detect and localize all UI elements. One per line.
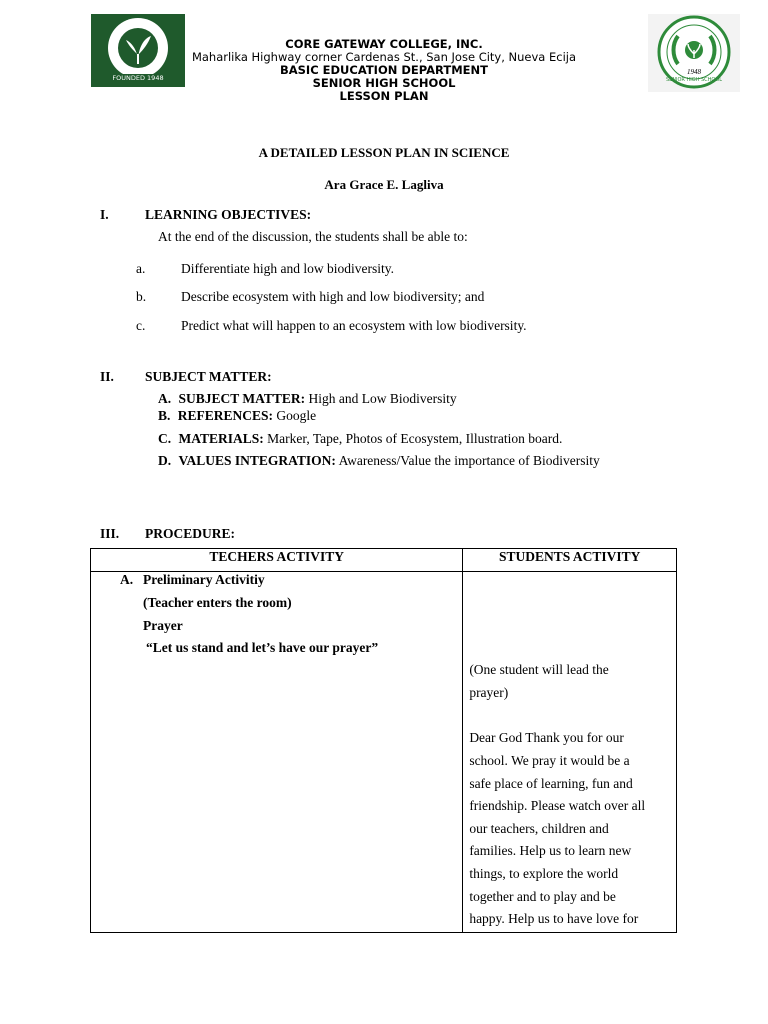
section-iii-heading: PROCEDURE:	[145, 526, 235, 541]
student-line: together and to play and be	[469, 889, 616, 904]
teachers-activity-cell	[91, 572, 463, 933]
activity-letter: A.	[120, 572, 134, 587]
subject-item	[158, 431, 562, 447]
teacher-line: Preliminary Activitiy	[143, 572, 265, 587]
subject-value: Awareness/Value the importance of Biodiversity	[338, 453, 600, 468]
teacher-line: “Let us stand and let’s have our prayer”	[146, 640, 379, 655]
subject-label: MATERIALS:	[178, 431, 264, 446]
section-iii-numeral: III.	[100, 526, 120, 541]
teachers-activity-header: TECHERS ACTIVITY	[91, 549, 463, 572]
document-type: LESSON PLAN	[339, 89, 429, 103]
seal-bottom-text: SENIOR HIGH SCHOOL	[665, 77, 723, 83]
subject-value: High and Low Biodiversity	[308, 391, 457, 406]
table-header-row	[91, 549, 677, 572]
student-line: happy. Help us to have love for	[469, 911, 639, 926]
student-line: families. Help us to learn new	[469, 843, 632, 858]
subject-value: Google	[276, 408, 317, 423]
subject-label: SUBJECT MATTER:	[178, 391, 306, 406]
student-line: safe place of learning, fun and	[469, 776, 633, 791]
students-activity-cell	[463, 572, 677, 933]
student-line: our teachers, children and	[469, 821, 609, 836]
subject-item	[158, 391, 457, 407]
page-title: A DETAILED LESSON PLAN IN SCIENCE	[258, 145, 510, 160]
logo-founded-text: FOUNDED 1948	[112, 74, 164, 82]
subject-letter: B.	[158, 408, 171, 423]
objective-letter: c.	[136, 318, 146, 333]
subject-label: VALUES INTEGRATION:	[178, 453, 336, 468]
student-line: school. We pray it would be a	[469, 753, 630, 768]
teacher-line: (Teacher enters the room)	[143, 595, 292, 610]
subject-letter: D.	[158, 453, 172, 468]
college-name: CORE GATEWAY COLLEGE, INC.	[285, 37, 483, 51]
objective-letter: b.	[136, 289, 147, 304]
objective-text: Predict what will happen to an ecosystem with low biodiversity.	[181, 318, 527, 333]
school-name: SENIOR HIGH SCHOOL	[312, 76, 456, 90]
section-i-numeral: I.	[100, 207, 109, 222]
objective-text: Differentiate high and low biodiversity.	[181, 261, 394, 276]
teacher-line: Prayer	[143, 618, 183, 633]
students-activity-header: STUDENTS ACTIVITY	[463, 549, 677, 572]
table-row	[91, 572, 677, 933]
school-seal-right	[648, 14, 740, 92]
subject-value: Marker, Tape, Photos of Ecosystem, Illustration board.	[267, 431, 563, 446]
objective-letter: a.	[136, 261, 146, 276]
subject-item	[158, 453, 600, 469]
section-ii-numeral: II.	[100, 369, 114, 384]
objectives-intro: At the end of the discussion, the students shall be able to:	[158, 229, 468, 244]
student-line: prayer)	[469, 685, 509, 700]
student-line: Dear God Thank you for our	[469, 730, 624, 745]
department-name: BASIC EDUCATION DEPARTMENT	[279, 63, 488, 77]
subject-letter: A.	[158, 391, 172, 406]
subject-item	[158, 408, 316, 424]
subject-letter: C.	[158, 431, 172, 446]
college-address: Maharlika Highway corner Cardenas St., San Jose City, Nueva Ecija	[191, 50, 577, 64]
seal-year: 1948	[687, 68, 701, 76]
section-ii-heading: SUBJECT MATTER:	[145, 369, 272, 384]
subject-label: REFERENCES:	[177, 408, 274, 423]
student-line: things, to explore the world	[469, 866, 619, 881]
objective-text: Describe ecosystem with high and low biodiversity; and	[181, 289, 485, 304]
section-i-heading: LEARNING OBJECTIVES:	[145, 207, 312, 222]
student-line: (One student will lead the	[469, 662, 609, 677]
procedure-table	[90, 548, 677, 933]
author-name: Ara Grace E. Lagliva	[324, 177, 444, 192]
student-line: friendship. Please watch over all	[469, 798, 646, 813]
